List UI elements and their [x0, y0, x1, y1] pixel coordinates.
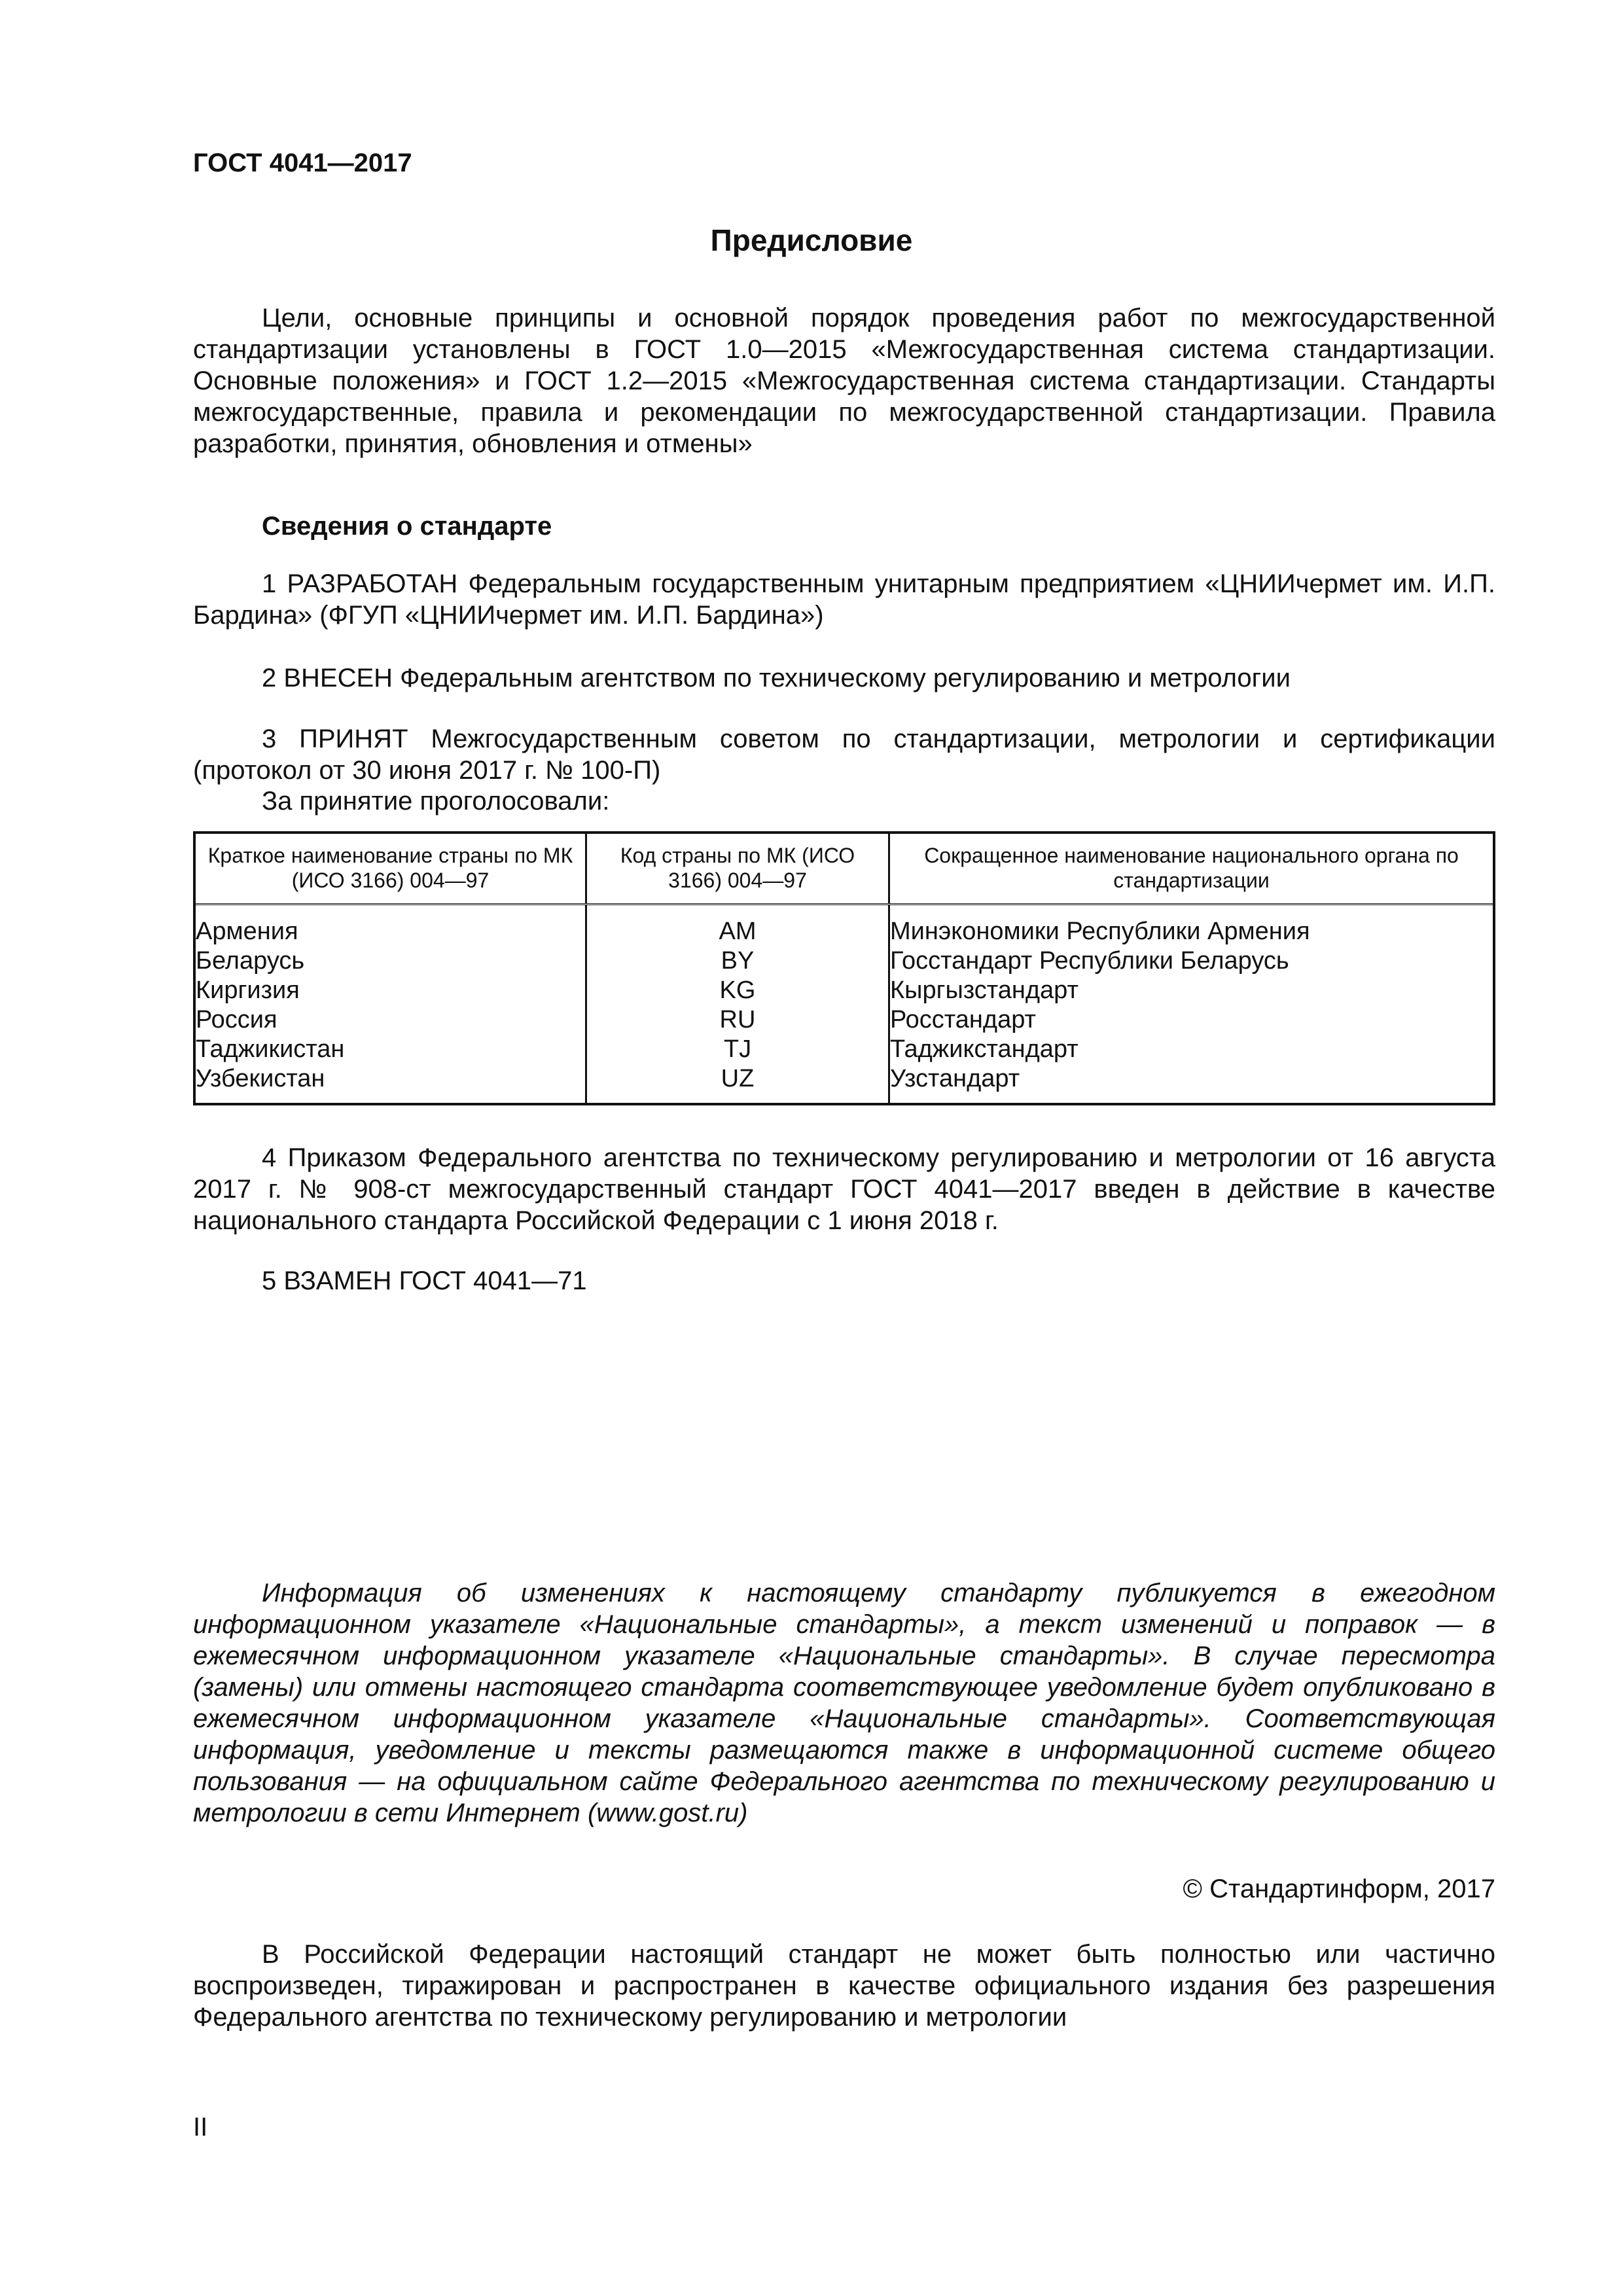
table-cell-code: AM	[586, 905, 889, 947]
table-cell-code: BY	[586, 946, 889, 976]
copyright-line: © Стандартинформ, 2017	[1183, 1874, 1495, 1903]
table-row	[194, 1035, 1494, 1064]
table-row	[194, 946, 1494, 976]
page-title: Предисловие	[710, 223, 913, 257]
table-cell-code: TJ	[586, 1035, 889, 1064]
voting-table	[193, 831, 1495, 1105]
table-cell-body: Минэкономики Республики Армения	[889, 905, 1495, 947]
table-cell-country: Таджикистан	[196, 1035, 345, 1063]
voted-line: За принятие проголосовали:	[262, 787, 610, 816]
item-3-paragraph: 3 ПРИНЯТ Межгосударственным советом по стандартизации, метрологии и сертификации (протокол от 30 июня 2017 г. № 100-П)	[193, 725, 1495, 785]
item-1-paragraph: 1 РАЗРАБОТАН Федеральным государственным унитарным предприятием «ЦНИИчермет им. И.П. Бардина» (ФГУП «ЦНИИчермет им. И.П. Бардина»)	[193, 569, 1495, 630]
table-header-row	[194, 833, 1494, 905]
table-cell-country: Киргизия	[196, 977, 300, 1004]
legal-paragraph: В Российской Федерации настоящий стандарт не может быть полностью или частично воспроизведен, тиражирован и распространен в качестве официального издания без разрешения Федерального агентства по техническому регулированию и метрологии	[193, 1940, 1495, 2032]
page-number: II	[193, 2113, 208, 2142]
item-4-paragraph: 4 Приказом Федерального агентства по техническому регулированию и метрологии от 16 августа 2017 г. № 908-ст межгосударственный стандарт ГОСТ 4041—2017 введен в действие в качестве национального стандарта Российской Федерации с 1 июня 2018 г.	[193, 1143, 1495, 1235]
table-header-code: Код страны по МК (ИСО 3166) 004—97	[586, 833, 889, 905]
table-row	[194, 976, 1494, 1005]
item-2-paragraph: 2 ВНЕСЕН Федеральным агентством по техническому регулированию и метрологии	[262, 664, 1291, 692]
table-cell-body: Росстандарт	[889, 1005, 1495, 1035]
table-cell-code: KG	[586, 976, 889, 1005]
table-row	[194, 1064, 1494, 1104]
change-notice-paragraph: Информация об изменениях к настоящему стандарту публикуется в ежегодном информационном указателе «Национальные стандарты», а текст изменений и поправок — в ежемесячном информационном указателе «Национальные стандарты». В случае пересмотра (замены) или отмены настоящего стандарта соответствующее уведомление будет опубликовано в ежемесячном информационном указателе «Национальные стандарты». Соответствующая информация, уведомление и тексты размещаются также в информационной системе общего пользования — на официальном сайте Федерального агентства по техническому регулированию и метрологии в сети Интернет (www.gost.ru)	[193, 1579, 1495, 1827]
table-cell-body: Госстандарт Республики Беларусь	[889, 946, 1495, 976]
table-cell-body: Таджикстандарт	[889, 1035, 1495, 1064]
intro-paragraph: Цели, основные принципы и основной порядок проведения работ по межгосударственной стандартизации установлены в ГОСТ 1.0—2015 «Межгосударственная система стандартизации. Основные положения» и ГОСТ 1.2—2015 «Межгосударственная система стандартизации. Стандарты межгосударственные, правила и рекомендации по межгосударственной стандартизации. Правила разработки, принятия, обновления и отмены»	[193, 304, 1495, 458]
info-heading: Сведения о стандарте	[262, 512, 552, 541]
table-cell-code: UZ	[586, 1064, 889, 1104]
table-header-country: Краткое наименование страны по МК (ИСО 3166) 004—97	[194, 833, 586, 905]
table-cell-country: Россия	[196, 1006, 277, 1033]
table-cell-country: Армения	[196, 918, 298, 945]
table-header-body: Сокращенное наименование национального органа по стандартизации	[889, 833, 1495, 905]
table-cell-body: Кыргызстандарт	[889, 976, 1495, 1005]
table-cell-country: Узбекистан	[196, 1065, 325, 1092]
table-row	[194, 905, 1494, 947]
item-5-paragraph: 5 ВЗАМЕН ГОСТ 4041—71	[262, 1266, 587, 1295]
table-cell-country: Беларусь	[196, 947, 305, 975]
table-cell-body: Узстандарт	[889, 1064, 1495, 1104]
table-cell-code: RU	[586, 1005, 889, 1035]
table-row	[194, 1005, 1494, 1035]
document-header: ГОСТ 4041—2017	[193, 149, 412, 177]
